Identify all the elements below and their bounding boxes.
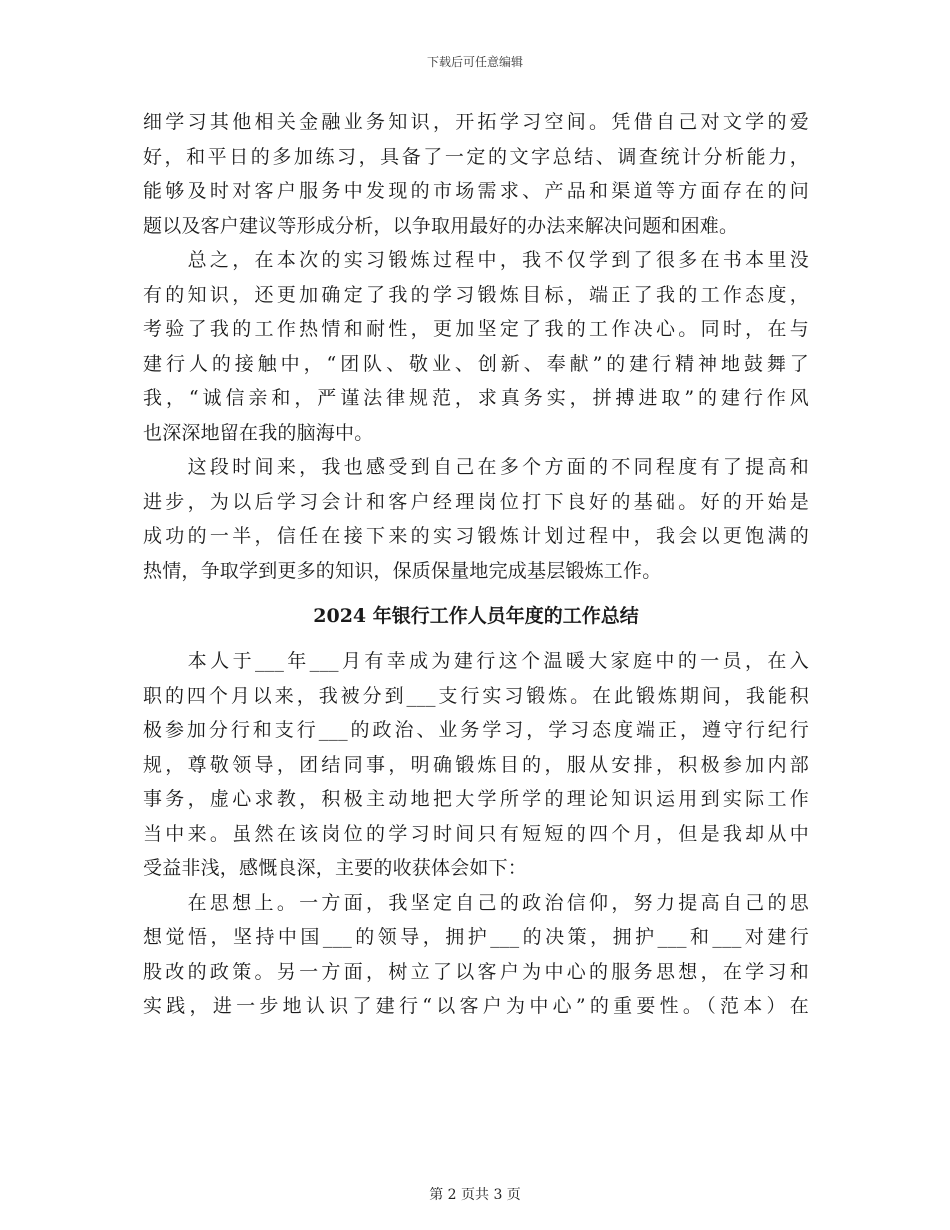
document-title: 2024 年银行工作人员年度的工作总结 [313, 605, 639, 627]
text-line: 也深深地留在我的脑海中。 [143, 421, 374, 444]
text-line: 受益非浅，感慨良深，主要的收获体会如下： [143, 857, 528, 879]
text-line: 当中来。虽然在该岗位的学习时间只有短短的四个月，但是我却从中 [143, 822, 809, 845]
text-line: 实践，进一步地认识了建行“以客户为中心”的重要性。（范本）在 [143, 995, 809, 1017]
text-line: 建行人的接触中，“团队、敬业、创新、奉献”的建行精神地鼓舞了 [143, 352, 809, 375]
text-line: 职的四个月以来，我被分到___支行实习锻炼。在此锻炼期间，我能积 [143, 684, 809, 707]
text-line: 我，“诚信亲和，严谨法律规范，求真务实，拼搏进取”的建行作风 [143, 387, 809, 409]
page-header: 下载后可任意编辑 [426, 55, 523, 69]
text-line: 股改的政策。另一方面，树立了以客户为中心的服务思想，在学习和 [143, 960, 809, 983]
text-line: 本人于___年___月有幸成为建行这个温暖大家庭中的一员，在入 [143, 650, 809, 672]
text-line: 规，尊敬领导，团结同事，明确锻炼目的，服从安排，积极参加内部 [143, 753, 809, 776]
text-line: 事务，虚心求教，积极主动地把大学所学的理论知识运用到实际工作 [143, 788, 809, 810]
text-line: 想觉悟，坚持中国___的领导，拥护___的决策，拥护___和___对建行 [143, 926, 809, 948]
text-line: 有的知识，还更加确定了我的学习锻炼目标，端正了我的工作态度， [143, 283, 809, 306]
section-continuation [143, 105, 809, 588]
text-line: 细学习其他相关金融业务知识，开拓学习空间。凭借自己对文学的爱 [143, 111, 809, 133]
text-line: 总之，在本次的实习锻炼过程中，我不仅学到了很多在书本里没 [143, 249, 809, 271]
text-line: 能够及时对客户服务中发现的市场需求、产品和渠道等方面存在的问 [143, 180, 809, 202]
text-line: 极参加分行和支行___的政治、业务学习，学习态度端正，遵守行纪行 [143, 719, 809, 741]
page-footer: 第 2 页共 3 页 [429, 1187, 521, 1203]
document-body [143, 105, 809, 1024]
text-line: 进步，为以后学习会计和客户经理岗位打下良好的基础。好的开始是 [143, 490, 809, 513]
text-line: 在思想上。一方面，我坚定自己的政治信仰，努力提高自己的思 [143, 891, 809, 914]
text-line: 好，和平日的多加练习，具备了一定的文字总结、调查统计分析能力， [143, 145, 809, 168]
text-line: 热情，争取学到更多的知识，保质保量地完成基层锻炼工作。 [143, 559, 662, 582]
text-line: 这段时间来，我也感受到自己在多个方面的不同程度有了提高和 [143, 456, 809, 478]
text-line: 成功的一半，信任在接下来的实习锻炼计划过程中，我会以更饱满的 [143, 525, 809, 547]
text-line: 考验了我的工作热情和耐性，更加坚定了我的工作决心。同时，在与 [143, 318, 809, 340]
text-line: 题以及客户建议等形成分析，以争取用最好的办法来解决问题和困难。 [143, 214, 739, 237]
section-summary [143, 644, 809, 1024]
